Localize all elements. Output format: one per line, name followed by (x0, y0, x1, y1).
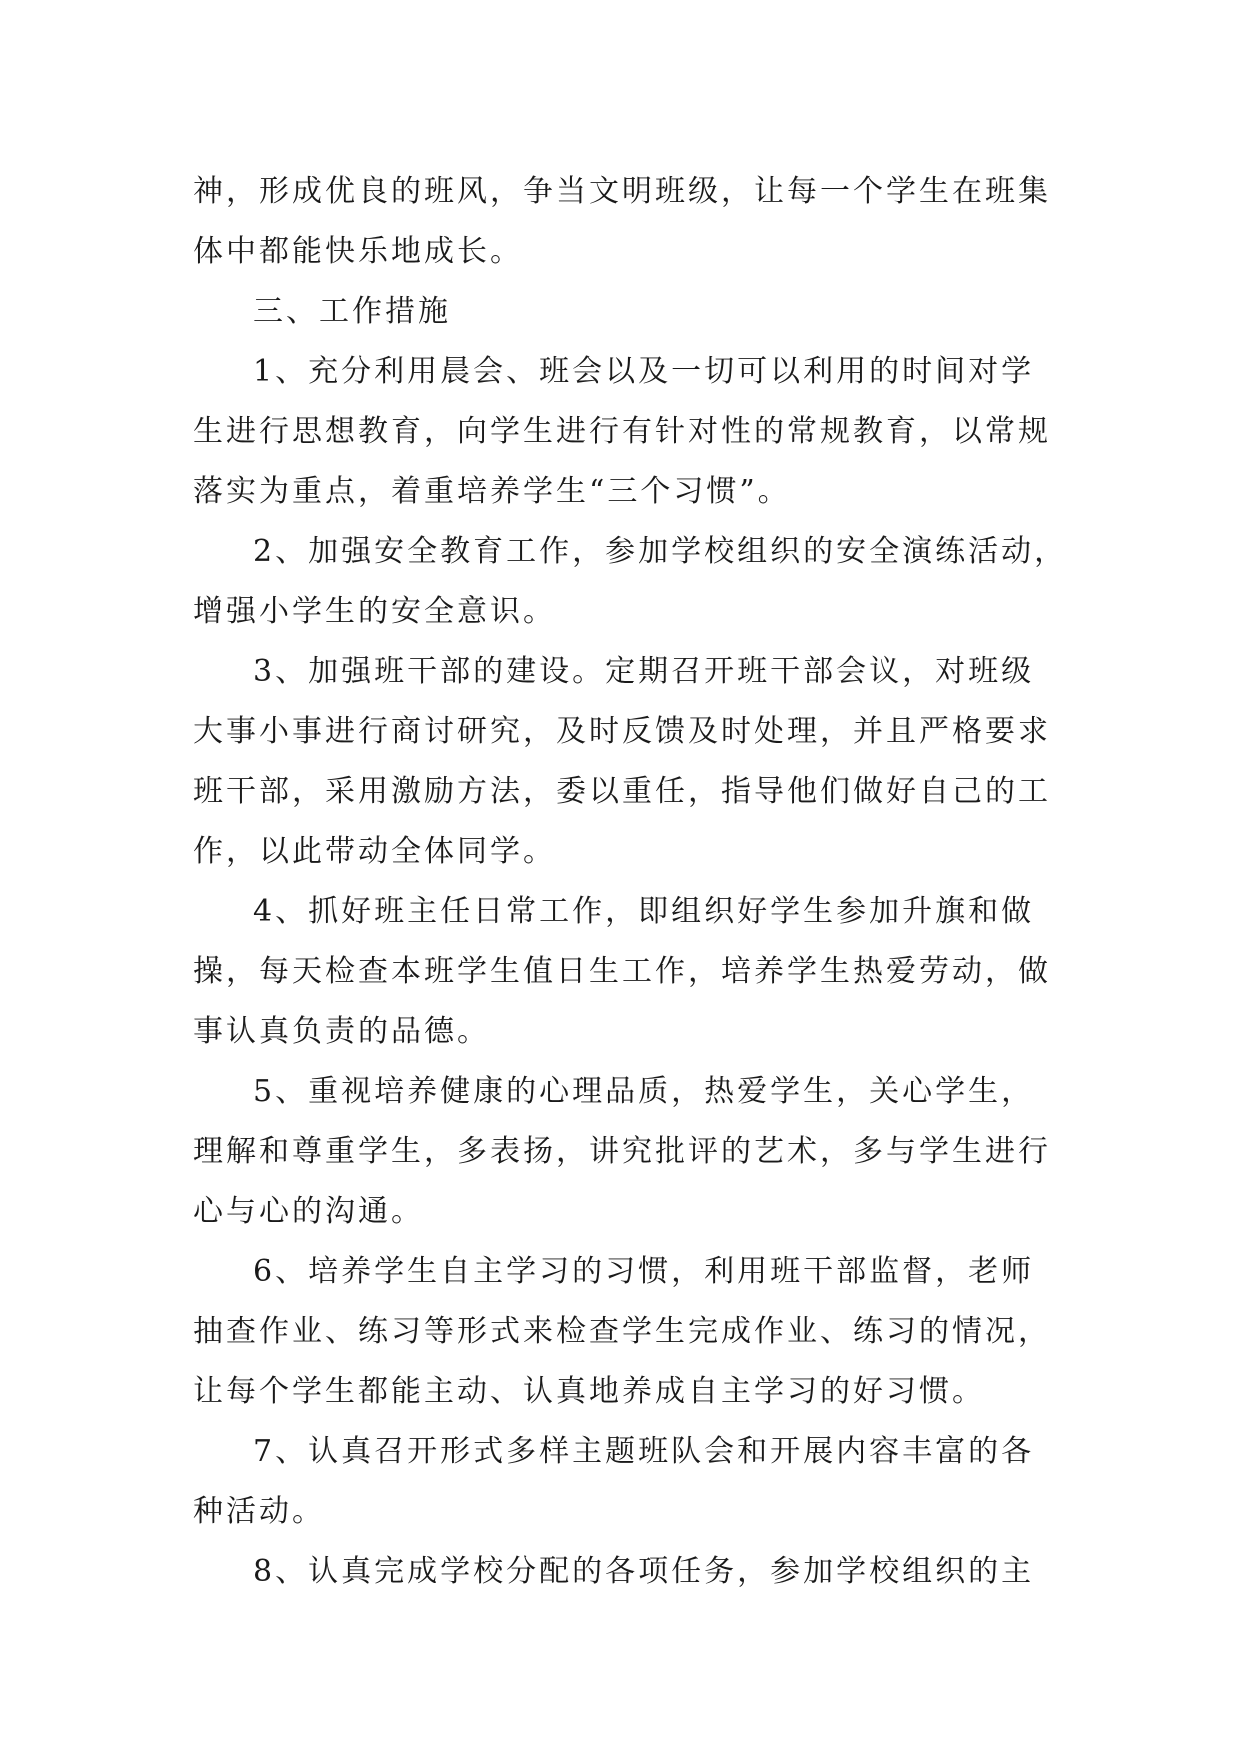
text-line: 8、认真完成学校分配的各项任务，参加学校组织的主 (253, 1554, 1035, 1589)
text-line: 理解和尊重学生，多表扬，讲究批评的艺术，多与学生进行 (193, 1134, 1051, 1169)
text-line: 事认真负责的品德。 (193, 1014, 490, 1049)
document-body (193, 162, 1068, 1602)
text-line: 6、培养学生自主学习的习惯，利用班干部监督，老师 (253, 1254, 1035, 1289)
text-line: 落实为重点，着重培养学生“三个习惯”。 (193, 474, 791, 509)
text-line: 种活动。 (193, 1494, 325, 1529)
text-line: 生进行思想教育，向学生进行有针对性的常规教育，以常规 (193, 414, 1051, 449)
text-line: 神，形成优良的班风，争当文明班级，让每一个学生在班集 (193, 174, 1051, 209)
text-line: 7、认真召开形式多样主题班队会和开展内容丰富的各 (253, 1434, 1035, 1469)
text-line: 心与心的沟通。 (193, 1194, 424, 1229)
text-line: 作，以此带动全体同学。 (193, 834, 556, 869)
text-line: 增强小学生的安全意识。 (193, 594, 556, 629)
text-line: 4、抓好班主任日常工作，即组织好学生参加升旗和做 (253, 894, 1035, 929)
text-line: 让每个学生都能主动、认真地养成自主学习的好习惯。 (193, 1374, 985, 1409)
text-line: 体中都能快乐地成长。 (193, 234, 523, 269)
text-line: 抽查作业、练习等形式来检查学生完成作业、练习的情况， (193, 1314, 1051, 1349)
text-line: 1、充分利用晨会、班会以及一切可以利用的时间对学 (253, 354, 1035, 389)
section-heading: 三、工作措施 (253, 294, 451, 329)
text-line: 班干部，采用激励方法，委以重任，指导他们做好自己的工 (193, 774, 1051, 809)
text-line: 5、重视培养健康的心理品质，热爱学生，关心学生， (253, 1074, 1035, 1109)
text-line: 操，每天检查本班学生值日生工作，培养学生热爱劳动，做 (193, 954, 1051, 989)
text-line: 3、加强班干部的建设。定期召开班干部会议，对班级 (253, 654, 1035, 689)
text-line: 大事小事进行商讨研究，及时反馈及时处理，并且严格要求 (193, 714, 1051, 749)
text-line: 2、加强安全教育工作，参加学校组织的安全演练活动， (253, 534, 1068, 569)
